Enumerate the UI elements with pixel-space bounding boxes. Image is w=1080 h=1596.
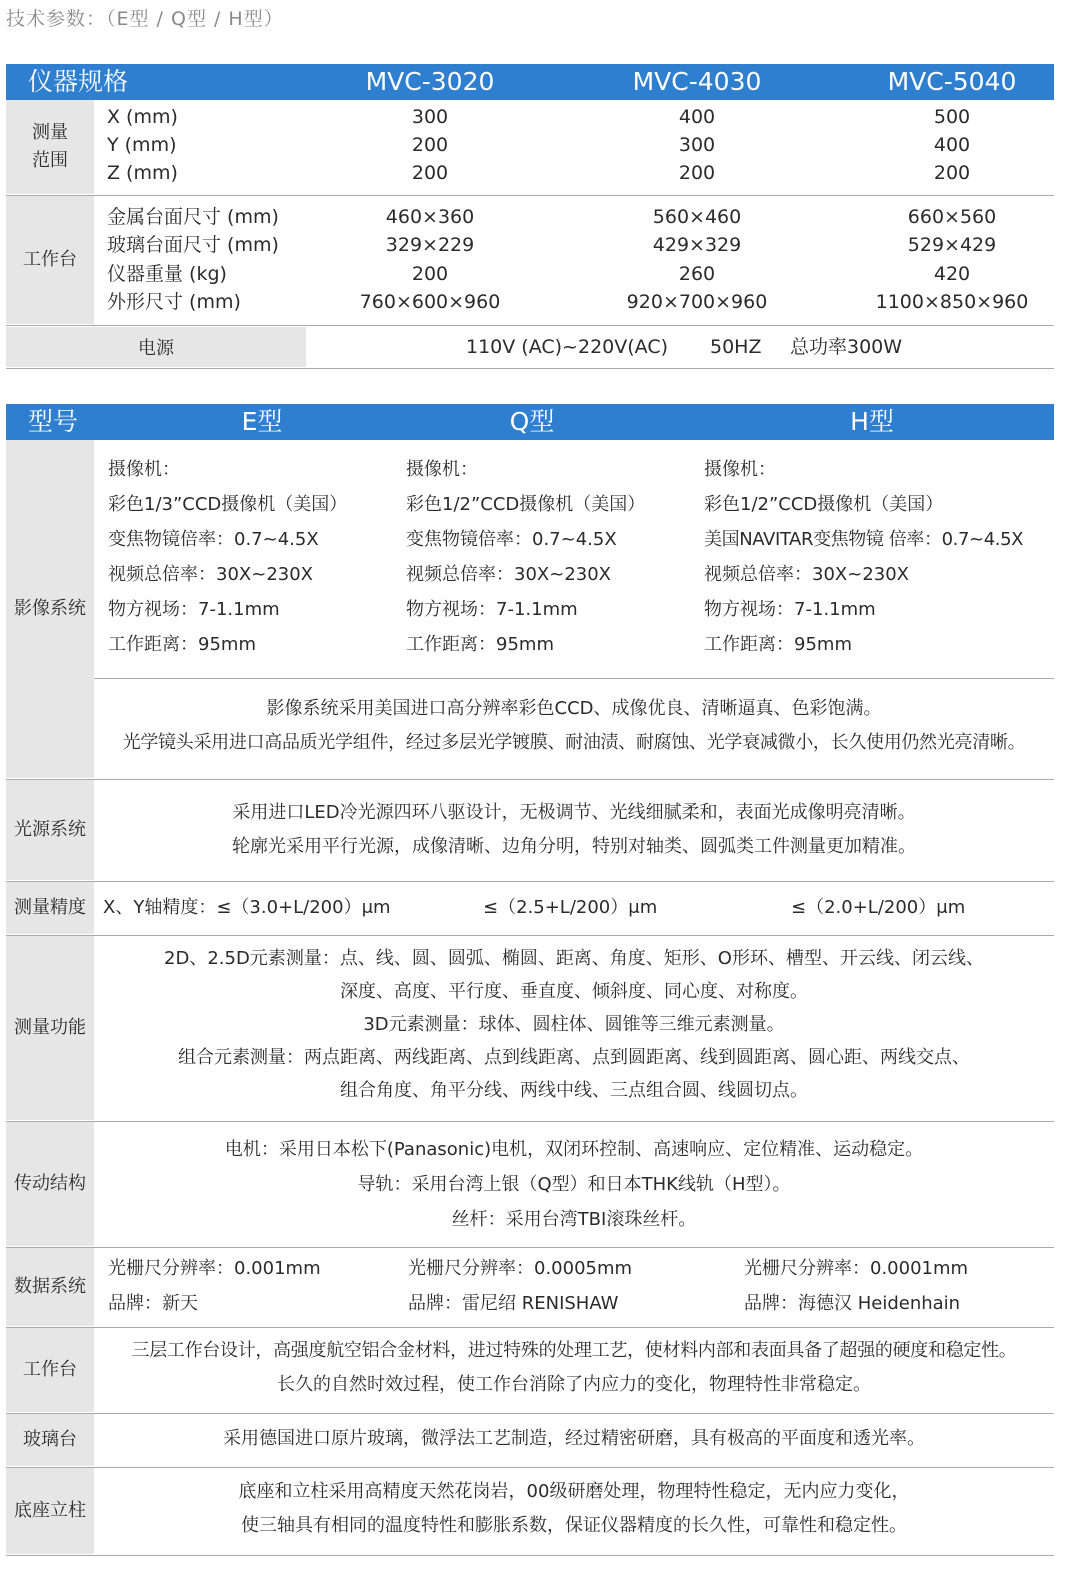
accuracy-h: ≤（2.0+L/200）μm [791,897,966,918]
model-mvc-5040: MVC-5040 [887,67,1017,96]
base-line: 使三轴具有相同的温度特性和膨胀系数，保证仪器精度的长久性，可靠性和稳定性。 [241,1515,907,1536]
imaging-q-line: 工作距离：95mm [406,634,554,655]
table-value: 260 [678,263,716,285]
function-line: 组合元素测量：两点距离、两线距离、点到线距离、点到圆距离、线到圆距离、圆心距、两线交点、 [178,1047,970,1068]
worktable-lines [94,1334,1054,1402]
table-value: 329×229 [385,234,475,256]
imaging-e-line: 彩色1/3”CCD摄像机（美国） [108,494,348,515]
table-value: 200 [411,263,449,285]
imaging-h-line: 物方视场：7-1.1mm [704,599,876,620]
spec-header-bar [6,64,1054,100]
accuracy-q: ≤（2.5+L/200）μm [483,897,658,918]
function-line: 3D元素测量：球体、圆柱体、圆锥等三维元素测量。 [363,1014,785,1035]
data-e-brand: 品牌：新天 [108,1293,198,1314]
table-value: 420 [933,263,971,285]
table-value: 660×560 [907,206,997,228]
glass-lines [94,1422,1054,1456]
divider [6,1467,1054,1468]
glass-line: 采用德国进口原片玻璃，微浮法工艺制造，经过精密研磨，具有极高的平面度和透光率。 [223,1428,925,1449]
imaging-note: 光学镜头采用进口高品质光学组件，经过多层光学镀膜、耐油渍、耐腐蚀、光学衰减微小，长久使用仍然光亮清晰。 [122,732,1026,753]
imaging-h-line: 视频总倍率：30X~230X [704,564,910,585]
divider [6,195,1054,196]
data-label: 数据系统 [6,1248,94,1326]
divider [6,368,1054,369]
table-value: 1100×850×960 [875,291,1029,313]
divider [6,881,1054,882]
range-row-name: Z (mm) [107,162,178,184]
glass-label: 玻璃台 [6,1414,94,1466]
table-value: 760×600×960 [359,291,501,313]
light-line: 轮廓光采用平行光源，成像清晰、边角分明，特别对轴类、圆弧类工件测量更加精准。 [232,836,916,857]
imaging-label: 影像系统 [6,440,94,778]
data-q-resolution: 光栅尺分辨率：0.0005mm [408,1258,633,1279]
table-value: 429×329 [652,234,742,256]
range-value: 300 [678,134,716,156]
data-e-resolution: 光栅尺分辨率：0.001mm [108,1258,321,1279]
power-total: 总功率300W [790,336,903,358]
divider [6,1555,1054,1556]
divider [94,678,1054,679]
range-row-name: Y (mm) [107,134,177,156]
drive-line: 电机：采用日本松下(Panasonic)电机，双闭环控制、高速响应、定位精准、运动稳定。 [224,1139,924,1160]
table-label: 工作台 [6,196,94,324]
table-value: 529×429 [907,234,997,256]
imaging-note: 影像系统采用美国进口高分辨率彩色CCD、成像优良、清晰逼真、色彩饱满。 [266,698,882,719]
imaging-h-line: 彩色1/2”CCD摄像机（美国） [704,494,944,515]
range-value: 400 [933,134,971,156]
divider [6,325,1054,326]
table-value: 560×460 [652,206,742,228]
drive-line: 丝杆：采用台湾TBI滚珠丝杆。 [451,1209,697,1230]
divider [6,935,1054,936]
base-lines [94,1475,1054,1543]
drive-label: 传动结构 [6,1122,94,1246]
table-row-name: 外形尺寸 (mm) [107,291,241,313]
section-heading: 技术参数：（E型 / Q型 / H型） [6,8,284,30]
light-line: 采用进口LED冷光源四环八驱设计，无极调节、光线细腻柔和，表面光成像明亮清晰。 [232,802,916,823]
divider [6,1413,1054,1414]
power-voltage: 110V (AC)~220V(AC) [466,336,668,358]
function-label: 测量功能 [6,936,94,1120]
model-header-label: 型号 [28,407,79,436]
divider [6,1121,1054,1122]
worktable-label: 工作台 [6,1328,94,1412]
range-value: 300 [411,106,449,128]
drive-lines [94,1132,1054,1237]
imaging-e-line: 变焦物镜倍率：0.7~4.5X [108,529,319,550]
power-label: 电源 [6,327,306,367]
imaging-e-line: 摄像机： [108,459,180,480]
range-value: 200 [678,162,716,184]
light-label: 光源系统 [6,780,94,880]
data-q-brand: 品牌：雷尼绍 RENISHAW [408,1293,619,1314]
light-lines [94,796,1054,864]
type-e: E型 [241,407,283,436]
table-row-name: 仪器重量 (kg) [107,263,227,285]
range-value: 200 [411,162,449,184]
model-header-bar [6,404,1054,440]
imaging-e-line: 视频总倍率：30X~230X [108,564,314,585]
imaging-h-line: 美国NAVITAR变焦物镜 倍率：0.7~4.5X [704,529,1024,550]
range-label: 测量 范围 [6,100,94,194]
table-row-name: 玻璃台面尺寸 (mm) [107,234,279,256]
model-mvc-4030: MVC-4030 [632,67,762,96]
type-h: H型 [850,407,894,436]
function-line: 2D、2.5D元素测量：点、线、圆、圆弧、椭圆、距离、角度、矩形、O形环、槽型、开云线、闭云线、 [164,948,984,969]
table-value: 920×700×960 [626,291,768,313]
drive-line: 导轨：采用台湾上银（Q型）和日本THK线轨（H型）。 [357,1174,791,1195]
function-line: 深度、高度、平行度、垂直度、倾斜度、同心度、对称度。 [340,981,808,1002]
range-value: 400 [678,106,716,128]
imaging-q-line: 物方视场：7-1.1mm [406,599,578,620]
range-row-name: X (mm) [107,106,178,128]
divider [6,1327,1054,1328]
table-value: 460×360 [385,206,475,228]
divider [6,779,1054,780]
imaging-notes [94,692,1054,760]
base-line: 底座和立柱采用高精度天然花岗岩，00级研磨处理，物理特性稳定，无内应力变化， [238,1481,910,1502]
function-lines [94,942,1054,1107]
range-value: 200 [933,162,971,184]
imaging-q-line: 变焦物镜倍率：0.7~4.5X [406,529,617,550]
model-mvc-3020: MVC-3020 [365,67,495,96]
base-label: 底座立柱 [6,1468,94,1554]
data-h-brand: 品牌：海德汉 Heidenhain [744,1293,961,1314]
power-frequency: 50HZ [710,336,762,358]
range-value: 500 [933,106,971,128]
spec-header-label: 仪器规格 [28,67,129,96]
worktable-line: 长久的自然时效过程，使工作台消除了内应力的变化，物理特性非常稳定。 [277,1374,871,1395]
accuracy-label: 测量精度 [6,882,94,934]
range-value: 200 [411,134,449,156]
accuracy-e: X、Y轴精度：≤（3.0+L/200）μm [103,897,391,918]
imaging-q-line: 摄像机： [406,459,478,480]
imaging-e-line: 物方视场：7-1.1mm [108,599,280,620]
imaging-q-line: 视频总倍率：30X~230X [406,564,612,585]
imaging-h-line: 摄像机： [704,459,776,480]
imaging-h-line: 工作距离：95mm [704,634,852,655]
table-row-name: 金属台面尺寸 (mm) [107,206,279,228]
imaging-q-line: 彩色1/2”CCD摄像机（美国） [406,494,646,515]
worktable-line: 三层工作台设计，高强度航空铝合金材料，进过特殊的处理工艺，使材料内部和表面具备了超强的硬度和稳定性。 [131,1340,1017,1361]
function-line: 组合角度、角平分线、两线中线、三点组合圆、线圆切点。 [340,1080,808,1101]
divider [6,1247,1054,1248]
type-q: Q型 [509,407,555,436]
imaging-e-line: 工作距离：95mm [108,634,256,655]
data-h-resolution: 光栅尺分辨率：0.0001mm [744,1258,969,1279]
